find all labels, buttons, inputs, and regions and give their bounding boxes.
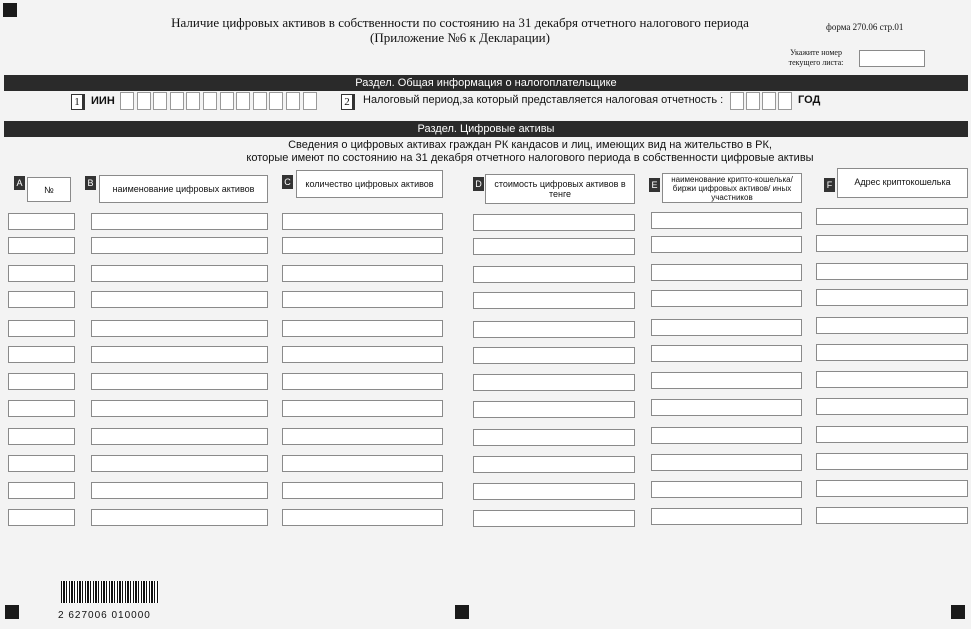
- table-cell-col-f-row-3[interactable]: [816, 263, 968, 280]
- table-cell-col-d-row-7[interactable]: [473, 374, 635, 391]
- table-cell-col-d-row-6[interactable]: [473, 347, 635, 364]
- table-cell-col-c-row-3[interactable]: [282, 265, 443, 282]
- column-header-wallet-name: наименование крипто-кошелька/биржи цифровых активов/ иных участников: [662, 173, 802, 203]
- iin-digit-cell[interactable]: [170, 92, 184, 110]
- table-cell-col-a-row-5[interactable]: [8, 320, 75, 337]
- table-cell-col-d-row-1[interactable]: [473, 214, 635, 231]
- table-cell-col-e-row-12[interactable]: [651, 508, 802, 525]
- table-cell-col-d-row-8[interactable]: [473, 401, 635, 418]
- table-cell-col-c-row-11[interactable]: [282, 482, 443, 499]
- field-1-number: 1: [71, 94, 85, 110]
- table-cell-col-c-row-8[interactable]: [282, 400, 443, 417]
- table-cell-col-e-row-6[interactable]: [651, 345, 802, 362]
- subtitle-line-2: которые имеют по состоянию на 31 декабря отчетного налогового периода в собственности цифровые активы: [246, 152, 814, 164]
- table-cell-col-f-row-1[interactable]: [816, 208, 968, 225]
- table-cell-col-b-row-9[interactable]: [91, 428, 268, 445]
- tax-period-label: Налоговый период,за который представляется налоговая отчетность :: [363, 94, 724, 106]
- table-cell-col-b-row-11[interactable]: [91, 482, 268, 499]
- subtitle-line-1: Сведения о цифровых активах граждан РК кандасов и лиц, имеющих вид на жительство в РК,: [288, 139, 772, 151]
- column-letter-a: A: [14, 176, 25, 190]
- registration-mark-bottom-middle: [455, 605, 469, 619]
- title-line-1: Наличие цифровых активов в собственности по состоянию на 31 декабря отчетного налогового периода: [171, 15, 749, 30]
- sheet-number-input[interactable]: [859, 50, 925, 67]
- registration-mark-bottom-left: [5, 605, 19, 619]
- table-cell-col-b-row-5[interactable]: [91, 320, 268, 337]
- iin-digit-cell[interactable]: [120, 92, 134, 110]
- table-cell-col-e-row-7[interactable]: [651, 372, 802, 389]
- table-cell-col-b-row-4[interactable]: [91, 291, 268, 308]
- iin-digit-cell[interactable]: [236, 92, 250, 110]
- table-cell-col-e-row-10[interactable]: [651, 454, 802, 471]
- table-cell-col-d-row-10[interactable]: [473, 456, 635, 473]
- table-cell-col-f-row-4[interactable]: [816, 289, 968, 306]
- table-cell-col-c-row-5[interactable]: [282, 320, 443, 337]
- page-title: [140, 15, 780, 45]
- table-cell-col-f-row-2[interactable]: [816, 235, 968, 252]
- form-barcode: [61, 581, 159, 603]
- table-cell-col-c-row-1[interactable]: [282, 213, 443, 230]
- table-cell-col-e-row-4[interactable]: [651, 290, 802, 307]
- table-cell-col-e-row-3[interactable]: [651, 264, 802, 281]
- table-cell-col-b-row-2[interactable]: [91, 237, 268, 254]
- section-general-info-header: Раздел. Общая информация о налогоплательщике: [4, 75, 968, 91]
- table-cell-col-f-row-12[interactable]: [816, 507, 968, 524]
- table-cell-col-e-row-11[interactable]: [651, 481, 802, 498]
- table-cell-col-d-row-3[interactable]: [473, 266, 635, 283]
- table-cell-col-b-row-1[interactable]: [91, 213, 268, 230]
- table-cell-col-e-row-9[interactable]: [651, 427, 802, 444]
- year-digit-cell[interactable]: [778, 92, 792, 110]
- table-cell-col-c-row-7[interactable]: [282, 373, 443, 390]
- column-letter-d: D: [473, 177, 484, 191]
- iin-digit-cell[interactable]: [137, 92, 151, 110]
- registration-mark-top-left: [3, 3, 17, 17]
- table-cell-col-c-row-4[interactable]: [282, 291, 443, 308]
- table-cell-col-b-row-10[interactable]: [91, 455, 268, 472]
- iin-digit-cell[interactable]: [186, 92, 200, 110]
- iin-digit-cell[interactable]: [220, 92, 234, 110]
- column-header-asset-quantity: количество цифровых активов: [296, 170, 443, 198]
- iin-digit-cell[interactable]: [153, 92, 167, 110]
- table-cell-col-b-row-12[interactable]: [91, 509, 268, 526]
- table-cell-col-e-row-5[interactable]: [651, 319, 802, 336]
- table-cell-col-a-row-10[interactable]: [8, 455, 75, 472]
- column-header-asset-name: наименование цифровых активов: [99, 175, 268, 203]
- table-cell-col-f-row-6[interactable]: [816, 344, 968, 361]
- title-line-2: (Приложение №6 к Декларации): [370, 30, 550, 45]
- table-cell-col-a-row-9[interactable]: [8, 428, 75, 445]
- iin-digit-cell[interactable]: [253, 92, 267, 110]
- table-cell-col-c-row-9[interactable]: [282, 428, 443, 445]
- barcode-number: 2 627006 010000: [58, 610, 151, 621]
- iin-digit-cell[interactable]: [203, 92, 217, 110]
- iin-digit-cell[interactable]: [303, 92, 317, 110]
- section-digital-assets-header: Раздел. Цифровые активы: [4, 121, 968, 137]
- year-digit-cell[interactable]: [730, 92, 744, 110]
- table-cell-col-d-row-12[interactable]: [473, 510, 635, 527]
- table-cell-col-d-row-5[interactable]: [473, 321, 635, 338]
- table-cell-col-a-row-7[interactable]: [8, 373, 75, 390]
- table-cell-col-f-row-10[interactable]: [816, 453, 968, 470]
- column-letter-e: E: [649, 178, 660, 192]
- column-letter-b: B: [85, 176, 96, 190]
- table-cell-col-d-row-11[interactable]: [473, 483, 635, 500]
- table-cell-col-a-row-11[interactable]: [8, 482, 75, 499]
- table-cell-col-e-row-1[interactable]: [651, 212, 802, 229]
- sheet-number-label: Укажите номер текущего листа:: [788, 48, 844, 67]
- table-cell-col-c-row-2[interactable]: [282, 237, 443, 254]
- table-cell-col-d-row-2[interactable]: [473, 238, 635, 255]
- table-cell-col-c-row-10[interactable]: [282, 455, 443, 472]
- column-letter-f: F: [824, 178, 835, 192]
- table-cell-col-a-row-6[interactable]: [8, 346, 75, 363]
- iin-digit-cell[interactable]: [269, 92, 283, 110]
- field-2-number: 2: [341, 94, 355, 110]
- table-cell-col-c-row-12[interactable]: [282, 509, 443, 526]
- iin-digit-cell[interactable]: [286, 92, 300, 110]
- table-cell-col-e-row-8[interactable]: [651, 399, 802, 416]
- table-cell-col-b-row-7[interactable]: [91, 373, 268, 390]
- table-cell-col-a-row-2[interactable]: [8, 237, 75, 254]
- column-letter-c: C: [282, 175, 293, 189]
- year-digit-cell[interactable]: [746, 92, 760, 110]
- table-cell-col-b-row-6[interactable]: [91, 346, 268, 363]
- iin-label: ИИН: [91, 95, 115, 107]
- table-cell-col-c-row-6[interactable]: [282, 346, 443, 363]
- table-cell-col-a-row-8[interactable]: [8, 400, 75, 417]
- table-cell-col-d-row-4[interactable]: [473, 292, 635, 309]
- table-cell-col-e-row-2[interactable]: [651, 236, 802, 253]
- table-cell-col-a-row-4[interactable]: [8, 291, 75, 308]
- table-cell-col-f-row-11[interactable]: [816, 480, 968, 497]
- table-cell-col-a-row-1[interactable]: [8, 213, 75, 230]
- year-label: ГОД: [798, 94, 821, 106]
- table-cell-col-f-row-7[interactable]: [816, 371, 968, 388]
- table-cell-col-a-row-3[interactable]: [8, 265, 75, 282]
- table-cell-col-f-row-8[interactable]: [816, 398, 968, 415]
- table-cell-col-f-row-9[interactable]: [816, 426, 968, 443]
- table-cell-col-b-row-3[interactable]: [91, 265, 268, 282]
- table-cell-col-a-row-12[interactable]: [8, 509, 75, 526]
- year-digit-cell[interactable]: [762, 92, 776, 110]
- section-subtitle: [220, 139, 840, 165]
- registration-mark-bottom-right: [951, 605, 965, 619]
- column-header-number: №: [27, 177, 71, 202]
- table-cell-col-d-row-9[interactable]: [473, 429, 635, 446]
- column-header-asset-value: стоимость цифровых активов в тенге: [485, 174, 635, 204]
- form-code: форма 270.06 стр.01: [826, 22, 904, 32]
- table-cell-col-b-row-8[interactable]: [91, 400, 268, 417]
- column-header-wallet-address: Адрес криптокошелька: [837, 168, 968, 198]
- table-cell-col-f-row-5[interactable]: [816, 317, 968, 334]
